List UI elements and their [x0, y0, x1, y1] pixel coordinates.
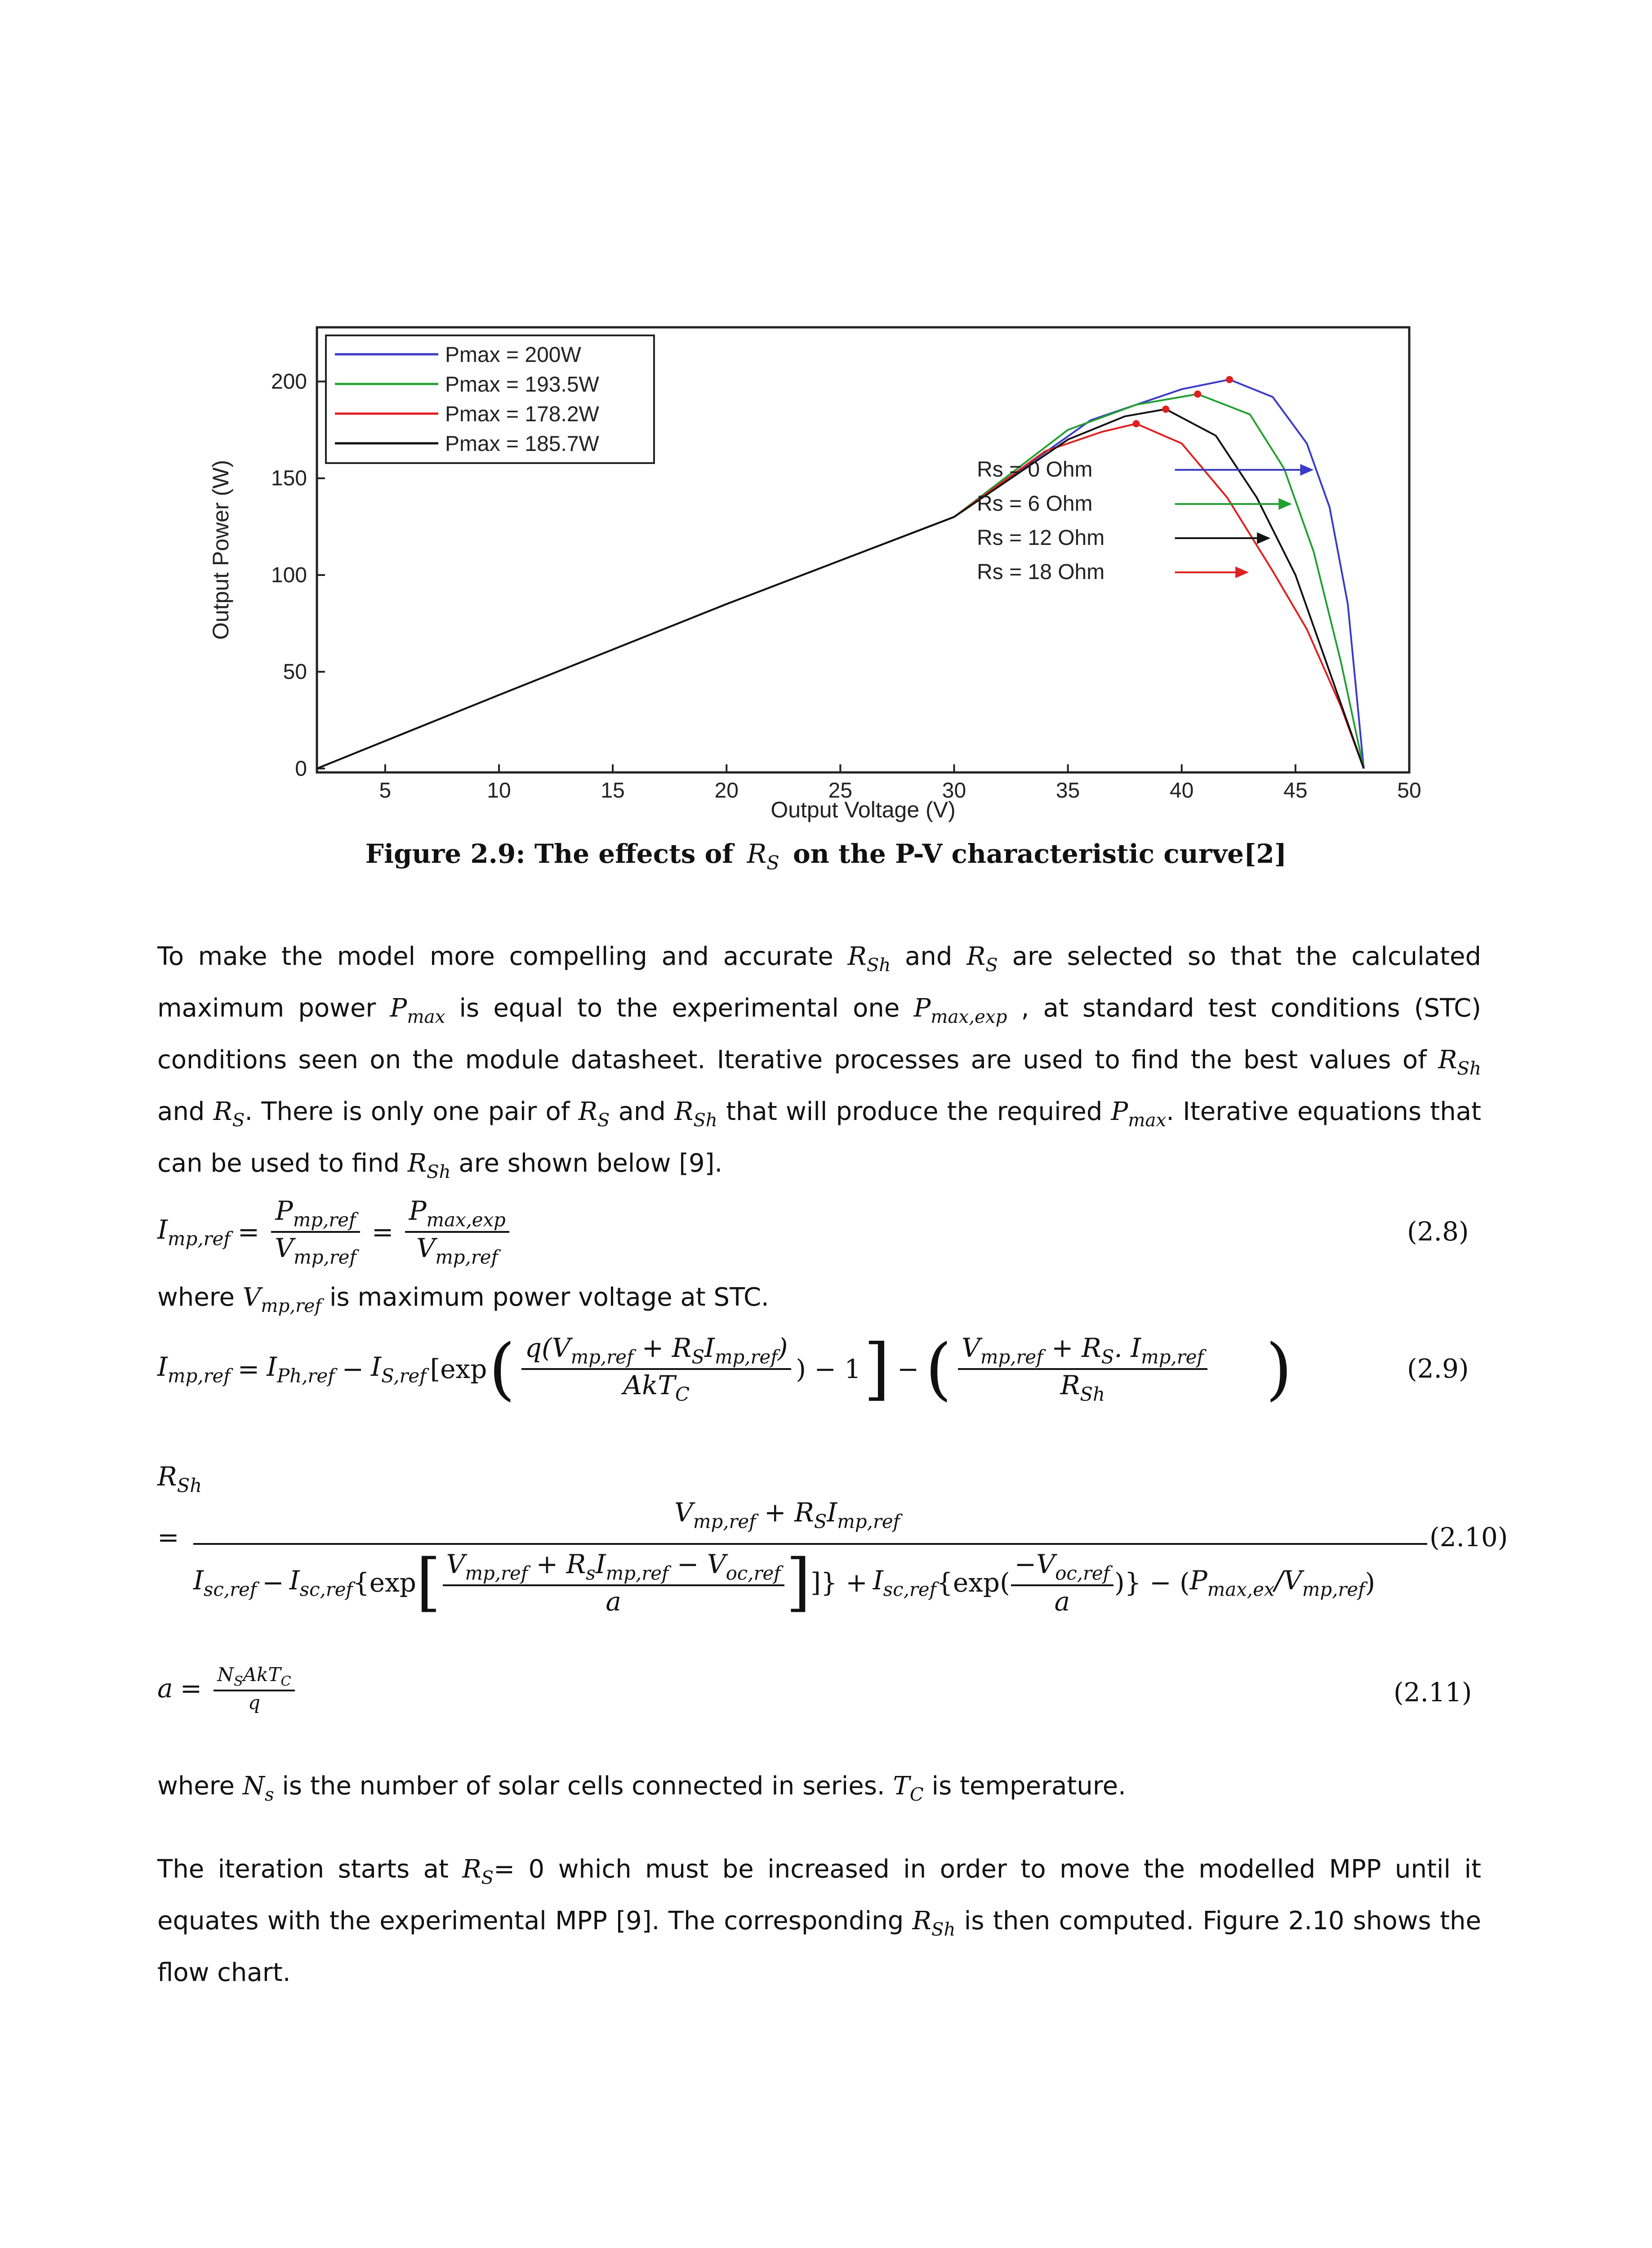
rs-annotation-label: Rs = 18 Ohm — [977, 560, 1105, 584]
arrow-head-icon — [1257, 532, 1270, 544]
legend-label: Pmax = 200W — [445, 343, 581, 367]
legend-label: Pmax = 193.5W — [445, 373, 599, 397]
x-tick-label: 5 — [379, 779, 392, 803]
equation-2-10-numerator: $V_{mp,ref} + R_SI_{mp,ref}$ — [674, 1497, 900, 1533]
legend — [326, 335, 654, 463]
equation-2-10-denominator: $I_{sc,ref}$ − $I_{sc,ref}$ {exp [ $\frac{V_{mp,ref} + R_sI_{mp,ref} - V_{oc,ref}}{a}$ ] ]} + $I_{sc,ref}$ {exp( $\frac{-V_{oc,ref}}{a}$ )} − ( $P_{max,ex}/V_{mp,ref}$ ) — [193, 1546, 1376, 1619]
x-tick-label: 15 — [601, 779, 625, 803]
legend-label: Pmax = 178.2W — [445, 402, 599, 426]
equation-2-8: $I_{mp,ref}$ = $\frac{P_{mp,ref}}{V_{mp,ref}}$ = $\frac{P_{max,exp}}{V_{mp,ref}}$ — [157, 1191, 514, 1272]
x-tick-label: 20 — [714, 779, 739, 803]
series-line-3 — [317, 424, 1364, 768]
caption-symbol: $R_S$ — [747, 839, 779, 874]
x-tick-label: 25 — [828, 779, 853, 803]
equation-number-2-9: (2.9) — [1407, 1353, 1469, 1384]
y-tick-label: 100 — [271, 563, 307, 587]
y-axis-title: Output Power (W) — [208, 459, 233, 640]
caption-prefix: Figure 2.9: The effects of — [365, 839, 734, 869]
equation-2-10-lhs: $R_{Sh}$ — [157, 1461, 202, 1497]
paragraph-2: The iteration starts at $R_S= 0$ which must be increased in order to move the modelled MPP until it equates with the experimental MPP [9]. The corresponding $R_{Sh}$ is then computed. Figure 2.10 shows the flow chart. — [157, 1855, 1481, 1988]
equation-2-10-equals: = — [157, 1522, 179, 1552]
rs-annotation-label: Rs = 6 Ohm — [977, 492, 1093, 516]
x-tick-label: 45 — [1283, 779, 1308, 803]
rs-annotations — [977, 458, 1314, 584]
y-tick-label: 200 — [271, 370, 307, 394]
equation-2-11: a = $\frac{N_SAkT_C}{q}$ — [157, 1664, 299, 1713]
x-axis-label: Output Voltage (V) — [770, 797, 956, 822]
rs-annotation-label: Rs = 12 Ohm — [977, 526, 1105, 550]
equation-number-2-8: (2.8) — [1407, 1216, 1469, 1247]
legend-label: Pmax = 185.7W — [445, 432, 599, 456]
y-tick-label: 150 — [271, 466, 307, 491]
rs-annotation-label: Rs = 0 Ohm — [977, 458, 1093, 482]
mpp-marker — [1226, 376, 1233, 383]
x-tick-label: 50 — [1397, 779, 1421, 803]
x-tick-label: 35 — [1055, 779, 1080, 803]
where-line-2: where $N_s$ is the number of solar cells connected in series. $T_C$ is temperature. — [157, 1771, 1126, 1806]
mpp-marker — [1133, 420, 1140, 427]
equation-2-10-fraction-bar — [193, 1543, 1427, 1545]
x-tick-label: 40 — [1170, 779, 1194, 803]
y-tick-label: 0 — [295, 757, 307, 781]
arrow-head-icon — [1235, 566, 1249, 578]
figure-caption — [0, 839, 1652, 874]
arrow-head-icon — [1278, 498, 1292, 510]
pv-curve-chart — [198, 315, 1465, 832]
y-tick-label: 50 — [283, 660, 307, 684]
equation-number-2-11: (2.11) — [1394, 1677, 1472, 1708]
x-tick-label: 30 — [942, 779, 966, 803]
arrow-head-icon — [1300, 464, 1314, 476]
paragraph-1: To make the model more compelling and accurate $R_{Sh}$ and $R_S$ are selected so that the calculated maximum power $P_{max}$ is equal to the experimental one $P_{max,exp}$ , at standard test conditions (STC) conditions seen on the module datasheet. Iterative processes are used to find the best values of $R_{Sh}$ and $R_S$. There is only one pair of $R_S$ and $R_{Sh}$ that will produce the required $P_{max}$. Iterative equations that can be used to find $R_{Sh}$ are shown below [9]. — [157, 942, 1481, 1183]
caption-suffix: on the P-V characteristic curve[2] — [793, 839, 1287, 869]
mpp-marker — [1194, 391, 1201, 398]
x-tick-label: 10 — [487, 779, 511, 803]
equation-2-9: $I_{mp,ref}$ = $I_{Ph,ref}$ − $I_{S,ref}$ [exp ( $\frac{q(V_{mp,ref} + R_SI_{mp,ref})}{AkT_C}$ ) − 1 ] − ( $\frac{V_{mp,ref} + R_S. I_{mp,ref}}{R_{Sh}}$ ) — [157, 1330, 1292, 1408]
mpp-marker — [1162, 406, 1169, 413]
where-line-1: where $V_{mp,ref}$ is maximum power voltage at STC. — [157, 1283, 769, 1317]
equation-number-2-10: (2.10) — [1429, 1522, 1508, 1552]
